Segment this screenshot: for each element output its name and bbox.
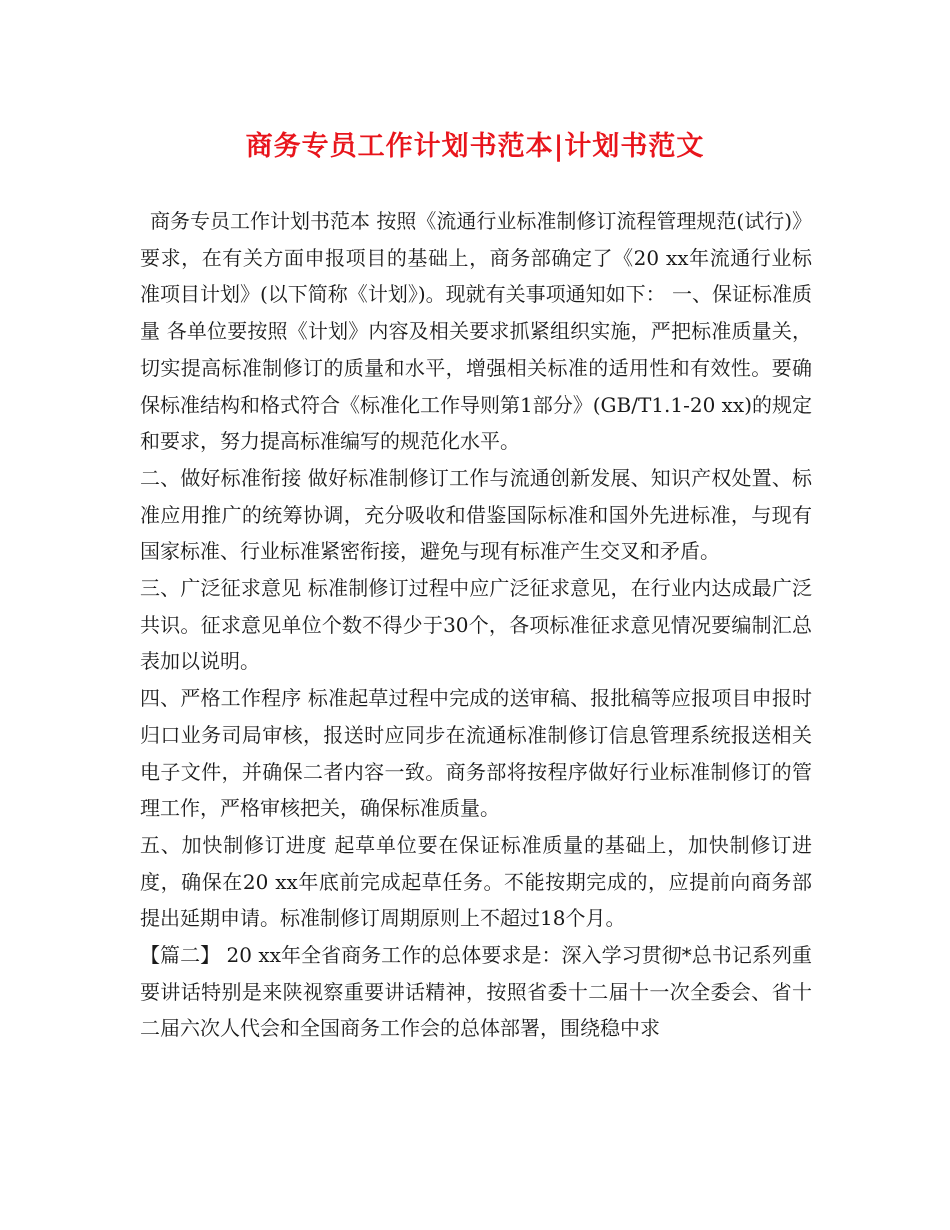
document-body	[140, 203, 812, 1047]
document-title: 商务专员工作计划书范本|计划书范文	[245, 131, 705, 162]
paragraph-part-two: 【篇二】 20 xx年全省商务工作的总体要求是：深入学习贯彻*总书记系列重要讲话特别是来陕视察重要讲话精神，按照省委十二届十一次全委会、省十二届六次人代会和全国商务工作会的总体部署，围绕稳中求	[140, 943, 812, 1041]
paragraph-section-4: 四、严格工作程序 标准起草过程中完成的送审稿、报批稿等应报项目申报时归口业务司局审核，报送时应同步在流通标准制修订信息管理系统报送相关电子文件，并确保二者内容一致。商务部将按程序做好行业标准制修订的管理工作，严格审核把关，确保标准质量。	[140, 686, 812, 821]
paragraph-intro: 商务专员工作计划书范本 按照《流通行业标准制修订流程管理规范(试行)》要求，在有关方面申报项目的基础上，商务部确定了《20 xx年流通行业标准项目计划》(以下简称《计划》)。现就有关事项通知如下： 一、保证标准质量 各单位要按照《计划》内容及相关要求抓紧组织实施，严把标准质量关，切实提高标准制修订的质量和水平，增强相关标准的适用性和有效性。要确保标准结构和格式符合《标准化工作导则第1部分》(GB/T1.1-20 xx)的规定和要求，努力提高标准编写的规范化水平。	[140, 209, 813, 454]
paragraph-section-2: 二、做好标准衔接 做好标准制修订工作与流通创新发展、知识产权处置、标准应用推广的统筹协调，充分吸收和借鉴国际标准和国外先进标准，与现有国家标准、行业标准紧密衔接，避免与现有标准产生交叉和矛盾。	[140, 465, 812, 564]
paragraph-section-3: 三、广泛征求意见 标准制修订过程中应广泛征求意见，在行业内达成最广泛共识。征求意见单位个数不得少于30个，各项标准征求意见情况要编制汇总表加以说明。	[140, 576, 812, 674]
paragraph-section-5: 五、加快制修订进度 起草单位要在保证标准质量的基础上，加快制修订进度，确保在20 xx年底前完成起草任务。不能按期完成的，应提前向商务部提出延期申请。标准制修订周期原则上不超过18个月。	[140, 832, 812, 931]
